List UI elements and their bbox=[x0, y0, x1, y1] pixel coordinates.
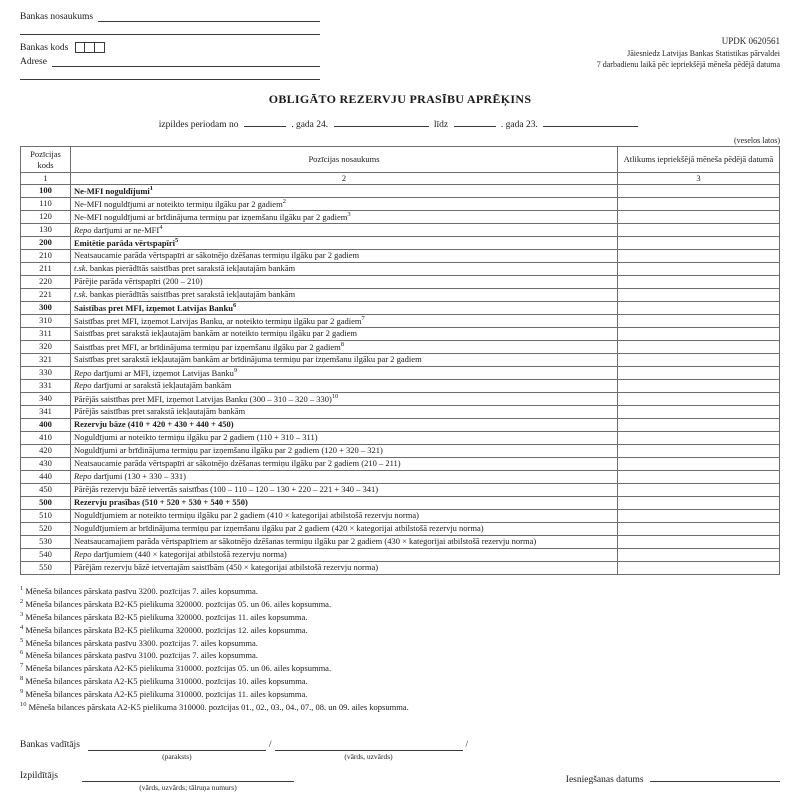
form-title: OBLIGĀTO REZERVJU PRASĪBU APRĒĶINS bbox=[268, 92, 532, 106]
position-name: Pārējie parāda vērtspapīri (200 – 210) bbox=[71, 276, 618, 289]
position-value-cell[interactable] bbox=[618, 523, 780, 536]
footnotes bbox=[20, 584, 780, 713]
period-year-to-field[interactable] bbox=[454, 117, 496, 127]
footnote: $^1$ Mēneša bilances pārskata pasīvu 3200. pozīcijas 7. ailes kopsumma. bbox=[20, 585, 258, 596]
column-number-row bbox=[21, 173, 780, 185]
period-line bbox=[20, 117, 780, 130]
position-code: 130 bbox=[21, 224, 71, 237]
table-row bbox=[21, 484, 780, 497]
position-code: 311 bbox=[21, 328, 71, 341]
manager-name-caption: (vārds, uzvārds) bbox=[344, 751, 393, 761]
footnote-reference: 10 bbox=[331, 393, 339, 401]
table-row bbox=[21, 224, 780, 237]
manager-label: Bankas vadītājs bbox=[20, 739, 80, 750]
position-name: Noguldījumi ar noteikto termiņu ilgāku par 2 gadiem (110 + 310 – 311) bbox=[71, 432, 618, 445]
period-text-3: līdz bbox=[433, 120, 449, 130]
position-code: 410 bbox=[21, 432, 71, 445]
submission-date-field[interactable] bbox=[650, 771, 780, 782]
table-row bbox=[21, 432, 780, 445]
slash-separator-2: / bbox=[465, 739, 469, 750]
position-value-cell[interactable] bbox=[618, 445, 780, 458]
bank-code-label: Bankas kods bbox=[20, 43, 69, 53]
position-name: Pārējās saistības pret MFI, izņemot Latvijas Banku (300 – 310 – 320 – 330)$^{10}$ bbox=[71, 393, 618, 406]
position-value-cell[interactable] bbox=[618, 276, 780, 289]
position-value-cell[interactable] bbox=[618, 289, 780, 302]
position-value-cell[interactable] bbox=[618, 562, 780, 575]
position-code: 100 bbox=[21, 185, 71, 198]
position-code: 220 bbox=[21, 276, 71, 289]
updk-number: UPDK 0620561 bbox=[721, 36, 780, 46]
submit-note-line2: 7 darbadienu laikā pēc iepriekšējā mēneša pēdējā datuma bbox=[596, 59, 780, 69]
positions-table bbox=[20, 146, 780, 575]
positions-table-body bbox=[21, 185, 780, 575]
position-value-cell[interactable] bbox=[618, 497, 780, 510]
footnote-reference: 3 bbox=[347, 211, 351, 219]
position-value-cell[interactable] bbox=[618, 549, 780, 562]
position-name: Repo darījumi ar ne-MFI$^4$ bbox=[71, 224, 618, 237]
bank-name-input-line[interactable] bbox=[98, 11, 320, 22]
table-row bbox=[21, 393, 780, 406]
position-name: Pārējām rezervju bāzē ietvertajām saistībām (450 × kategorijai atbilstošā rezervju norma) bbox=[71, 562, 618, 575]
table-row bbox=[21, 419, 780, 432]
position-value-cell[interactable] bbox=[618, 406, 780, 419]
executor-label: Izpildītājs bbox=[20, 770, 58, 781]
position-code: 530 bbox=[21, 536, 71, 549]
footnote-reference: 5 bbox=[175, 237, 179, 245]
form-header bbox=[20, 8, 780, 80]
table-row bbox=[21, 198, 780, 211]
position-value-cell[interactable] bbox=[618, 315, 780, 328]
table-row bbox=[21, 328, 780, 341]
footnote-reference: 2 bbox=[282, 198, 286, 206]
position-code: 331 bbox=[21, 380, 71, 393]
period-month-from-field[interactable] bbox=[334, 117, 429, 127]
footnote: $^3$ Mēneša bilances pārskata B2-K5 pielikuma 320000. pozīcijas 11. ailes kopsumma. bbox=[20, 610, 308, 622]
position-code: 500 bbox=[21, 497, 71, 510]
position-value-cell[interactable] bbox=[618, 471, 780, 484]
position-name: Saistības pret MFI, ar brīdinājuma termiņu par izņemšanu ilgāku par 2 gadiem$^8$ bbox=[71, 341, 618, 354]
position-value-cell[interactable] bbox=[618, 328, 780, 341]
period-year-from-field[interactable] bbox=[244, 117, 286, 127]
address-input-line-2[interactable] bbox=[20, 69, 320, 80]
position-value-cell[interactable] bbox=[618, 185, 780, 198]
position-value-cell[interactable] bbox=[618, 536, 780, 549]
bank-name-input-line-2[interactable] bbox=[20, 24, 320, 35]
executor-name-line[interactable] bbox=[82, 770, 294, 782]
position-name: Emitētie parāda vērtspapīri$^5$ bbox=[71, 237, 618, 250]
footnote-reference: 7 bbox=[361, 315, 365, 323]
position-value-cell[interactable] bbox=[618, 237, 780, 250]
table-row bbox=[21, 263, 780, 276]
position-value-cell[interactable] bbox=[618, 458, 780, 471]
position-value-cell[interactable] bbox=[618, 367, 780, 380]
position-name: Neatsaucamie parāda vērtspapīri ar sākotnējo dzēšanas termiņu ilgāku par 2 gadiem (210 – 211) bbox=[71, 458, 618, 471]
table-row bbox=[21, 458, 780, 471]
period-text-4: . gada 23. bbox=[500, 120, 538, 130]
bank-code-box-3[interactable] bbox=[95, 42, 105, 53]
table-row bbox=[21, 536, 780, 549]
table-row bbox=[21, 497, 780, 510]
position-code: 400 bbox=[21, 419, 71, 432]
position-name: Saistības pret MFI, izņemot Latvijas Banku$^6$ bbox=[71, 302, 618, 315]
table-row bbox=[21, 185, 780, 198]
footnote-reference: 6 bbox=[233, 302, 237, 310]
table-row bbox=[21, 276, 780, 289]
footnote-reference: 1 bbox=[149, 185, 154, 193]
footnote: $^2$ Mēneša bilances pārskata B2-K5 pielikuma 320000. pozīcijas 05. un 06. ailes kopsumma. bbox=[20, 597, 332, 609]
col-number-1: 1 bbox=[21, 173, 71, 185]
position-name: Ne-MFI noguldījumi$^1$ bbox=[71, 185, 618, 198]
table-row bbox=[21, 354, 780, 367]
manager-name-line[interactable] bbox=[275, 739, 463, 751]
executor-row bbox=[20, 770, 780, 792]
footnote: $^{10}$ Mēneša bilances pārskata A2-K5 pielikuma 310000. pozīcijas 01., 02., 03., 04., 07., 08. un 09. ailes kopsumma. bbox=[20, 701, 409, 712]
position-code: 550 bbox=[21, 562, 71, 575]
position-value-cell[interactable] bbox=[618, 341, 780, 354]
bank-code-box-2[interactable] bbox=[85, 42, 95, 53]
position-code: 321 bbox=[21, 354, 71, 367]
position-name: Repo darījumi (130 + 330 – 331) bbox=[71, 471, 618, 484]
position-code: 320 bbox=[21, 341, 71, 354]
submission-date-label: Iesniegšanas datums bbox=[565, 774, 644, 785]
table-row bbox=[21, 341, 780, 354]
col-number-2: 2 bbox=[71, 173, 618, 185]
position-name: t.sk. bankas pierādītās saistības pret sarakstā iekļautajām bankām bbox=[71, 289, 618, 302]
col-header-position-name: Pozīcijas nosaukums bbox=[71, 147, 618, 173]
table-row bbox=[21, 523, 780, 536]
position-code: 510 bbox=[21, 510, 71, 523]
footnote: $^4$ Mēneša bilances pārskata B2-K5 pielikuma 320000. pozīcijas 12. ailes kopsumma. bbox=[20, 623, 308, 635]
table-row bbox=[21, 211, 780, 224]
footnote-reference: 4 bbox=[159, 224, 163, 232]
position-name: Noguldījumiem ar noteikto termiņu ilgāku par 2 gadiem (410 × kategorijai atbilstošā rezervju norma) bbox=[71, 510, 618, 523]
manager-name-field[interactable] bbox=[275, 739, 463, 761]
form-meta-block bbox=[597, 35, 780, 80]
table-row bbox=[21, 406, 780, 419]
bank-code-boxes[interactable] bbox=[75, 42, 105, 53]
table-row bbox=[21, 380, 780, 393]
position-code: 310 bbox=[21, 315, 71, 328]
position-code: 340 bbox=[21, 393, 71, 406]
position-code: 420 bbox=[21, 445, 71, 458]
manager-signature-line[interactable] bbox=[88, 739, 266, 751]
table-row bbox=[21, 471, 780, 484]
position-name: Saistības pret MFI, izņemot Latvijas Banku, ar noteikto termiņu ilgāku par 2 gadiem$^7$ bbox=[71, 315, 618, 328]
position-name: Noguldījumiem ar brīdinājuma termiņu par izņemšanu ilgāku par 2 gadiem (420 × kategorijai atbilstošā rezervju norma) bbox=[71, 523, 618, 536]
col-number-3: 3 bbox=[618, 173, 780, 185]
table-header-row bbox=[21, 147, 780, 173]
position-code: 120 bbox=[21, 211, 71, 224]
position-name: Rezervju bāze (410 + 420 + 430 + 440 + 450) bbox=[71, 419, 618, 432]
position-code: 341 bbox=[21, 406, 71, 419]
executor-caption: (vārds, uzvārds; tālruņa numurs) bbox=[139, 782, 237, 792]
position-value-cell[interactable] bbox=[618, 224, 780, 237]
executor-name-field[interactable] bbox=[82, 770, 294, 792]
period-text-1: izpildes periodam no bbox=[158, 120, 239, 130]
position-name: Saistības pret sarakstā iekļautajām bankām ar brīdinājuma termiņu par izņemšanu ilgāku par 2 gadiem bbox=[71, 354, 618, 367]
period-month-to-field[interactable] bbox=[543, 117, 638, 127]
position-code: 300 bbox=[21, 302, 71, 315]
footnote: $^5$ Mēneša bilances pārskata pasīvu 3300. pozīcijas 7. ailes kopsumma. bbox=[20, 636, 258, 648]
position-code: 430 bbox=[21, 458, 71, 471]
position-name: Pārējās rezervju bāzē ietvertās saistības (100 – 110 – 120 – 130 + 220 – 221 + 340 – 341) bbox=[71, 484, 618, 497]
position-code: 211 bbox=[21, 263, 71, 276]
position-code: 520 bbox=[21, 523, 71, 536]
position-value-cell[interactable] bbox=[618, 354, 780, 367]
table-row bbox=[21, 237, 780, 250]
footnote: $^7$ Mēneša bilances pārskata A2-K5 pielikuma 310000. pozīcijas 05. un 06. ailes kopsumma. bbox=[20, 662, 332, 674]
manager-signature-field[interactable] bbox=[88, 739, 266, 761]
table-row bbox=[21, 367, 780, 380]
position-name: Repo darījumi ar sarakstā iekļautajām bankām bbox=[71, 380, 618, 393]
bank-identification-block bbox=[20, 8, 320, 80]
position-name: Noguldījumi ar brīdinājuma termiņu par izņemšanu ilgāku par 2 gadiem (120 + 320 – 321) bbox=[71, 445, 618, 458]
footnote-reference: 8 bbox=[340, 341, 344, 349]
position-name: Ne-MFI noguldījumi ar noteikto termiņu ilgāku par 2 gadiem$^2$ bbox=[71, 198, 618, 211]
position-name: Saistības pret sarakstā iekļautajām bankām ar noteikto termiņu ilgāku par 2 gadiem bbox=[71, 328, 618, 341]
position-name: Repo darījumi ar MFI, izņemot Latvijas Banku$^9$ bbox=[71, 367, 618, 380]
position-name: Pārējās saistības pret sarakstā iekļautajām bankām bbox=[71, 406, 618, 419]
position-code: 540 bbox=[21, 549, 71, 562]
units-note: (veselos latos) bbox=[734, 136, 780, 145]
signature-section bbox=[20, 739, 780, 792]
position-value-cell[interactable] bbox=[618, 510, 780, 523]
position-code: 221 bbox=[21, 289, 71, 302]
position-value-cell[interactable] bbox=[618, 380, 780, 393]
col-header-balance: Atlikums iepriekšējā mēneša pēdējā datumā bbox=[618, 147, 780, 173]
table-row bbox=[21, 510, 780, 523]
position-name: Ne-MFI noguldījumi ar brīdinājuma termiņu par izņemšanu ilgāku par 2 gadiem$^3$ bbox=[71, 211, 618, 224]
table-row bbox=[21, 562, 780, 575]
position-code: 440 bbox=[21, 471, 71, 484]
position-value-cell[interactable] bbox=[618, 484, 780, 497]
footnote: $^6$ Mēneša bilances pārskata pasīvu 3100. pozīcijas 7. ailes kopsumma. bbox=[20, 649, 258, 661]
position-value-cell[interactable] bbox=[618, 393, 780, 406]
period-text-2: . gada 24. bbox=[291, 120, 329, 130]
position-value-cell[interactable] bbox=[618, 250, 780, 263]
slash-separator-1: / bbox=[268, 739, 272, 750]
position-name: Rezervju prasības (510 + 520 + 530 + 540 + 550) bbox=[71, 497, 618, 510]
position-code: 210 bbox=[21, 250, 71, 263]
position-code: 110 bbox=[21, 198, 71, 211]
position-value-cell[interactable] bbox=[618, 211, 780, 224]
position-name: t.sk. bankas pierādītās saistības pret sarakstā iekļautajām bankām bbox=[71, 263, 618, 276]
col-header-position-code: Pozīcijas kods bbox=[21, 147, 71, 173]
footnote: $^8$ Mēneša bilances pārskata A2-K5 pielikuma 310000. pozīcijas 10. ailes kopsumma. bbox=[20, 675, 308, 687]
table-row bbox=[21, 549, 780, 562]
submission-date-block bbox=[566, 770, 780, 785]
position-name: Neatsaucamie parāda vērtspapīri ar sākotnējo dzēšanas termiņu ilgāku par 2 gadiem bbox=[71, 250, 618, 263]
address-input-line[interactable] bbox=[52, 56, 320, 67]
manager-signature-row bbox=[20, 739, 780, 761]
position-value-cell[interactable] bbox=[618, 263, 780, 276]
position-value-cell[interactable] bbox=[618, 432, 780, 445]
table-row bbox=[21, 445, 780, 458]
table-row bbox=[21, 302, 780, 315]
position-value-cell[interactable] bbox=[618, 198, 780, 211]
position-name: Repo darījumiem (440 × kategorijai atbilstošā rezervju norma) bbox=[71, 549, 618, 562]
address-label: Adrese bbox=[20, 57, 47, 67]
position-value-cell[interactable] bbox=[618, 419, 780, 432]
table-row bbox=[21, 315, 780, 328]
bank-name-label: Bankas nosaukums bbox=[20, 12, 94, 22]
submit-note-line1: Jāiesniedz Latvijas Bankas Statistikas pārvaldei bbox=[627, 48, 780, 58]
table-row bbox=[21, 289, 780, 302]
footnote: $^9$ Mēneša bilances pārskata A2-K5 pielikuma 310000. pozīcijas 11. ailes kopsumma. bbox=[20, 688, 308, 699]
position-code: 330 bbox=[21, 367, 71, 380]
position-code: 200 bbox=[21, 237, 71, 250]
footnote-reference: 9 bbox=[233, 367, 238, 375]
bank-code-box-1[interactable] bbox=[75, 42, 85, 53]
manager-signature-caption: (paraksts) bbox=[162, 751, 192, 761]
position-name: Neatsaucamajiem parāda vērtspapīriem ar sākotnējo dzēšanas termiņu ilgāku par 2 gadiem (430 × kategorijai atbilstošā rezervju norma) bbox=[71, 536, 618, 549]
position-value-cell[interactable] bbox=[618, 302, 780, 315]
table-row bbox=[21, 250, 780, 263]
position-code: 450 bbox=[21, 484, 71, 497]
